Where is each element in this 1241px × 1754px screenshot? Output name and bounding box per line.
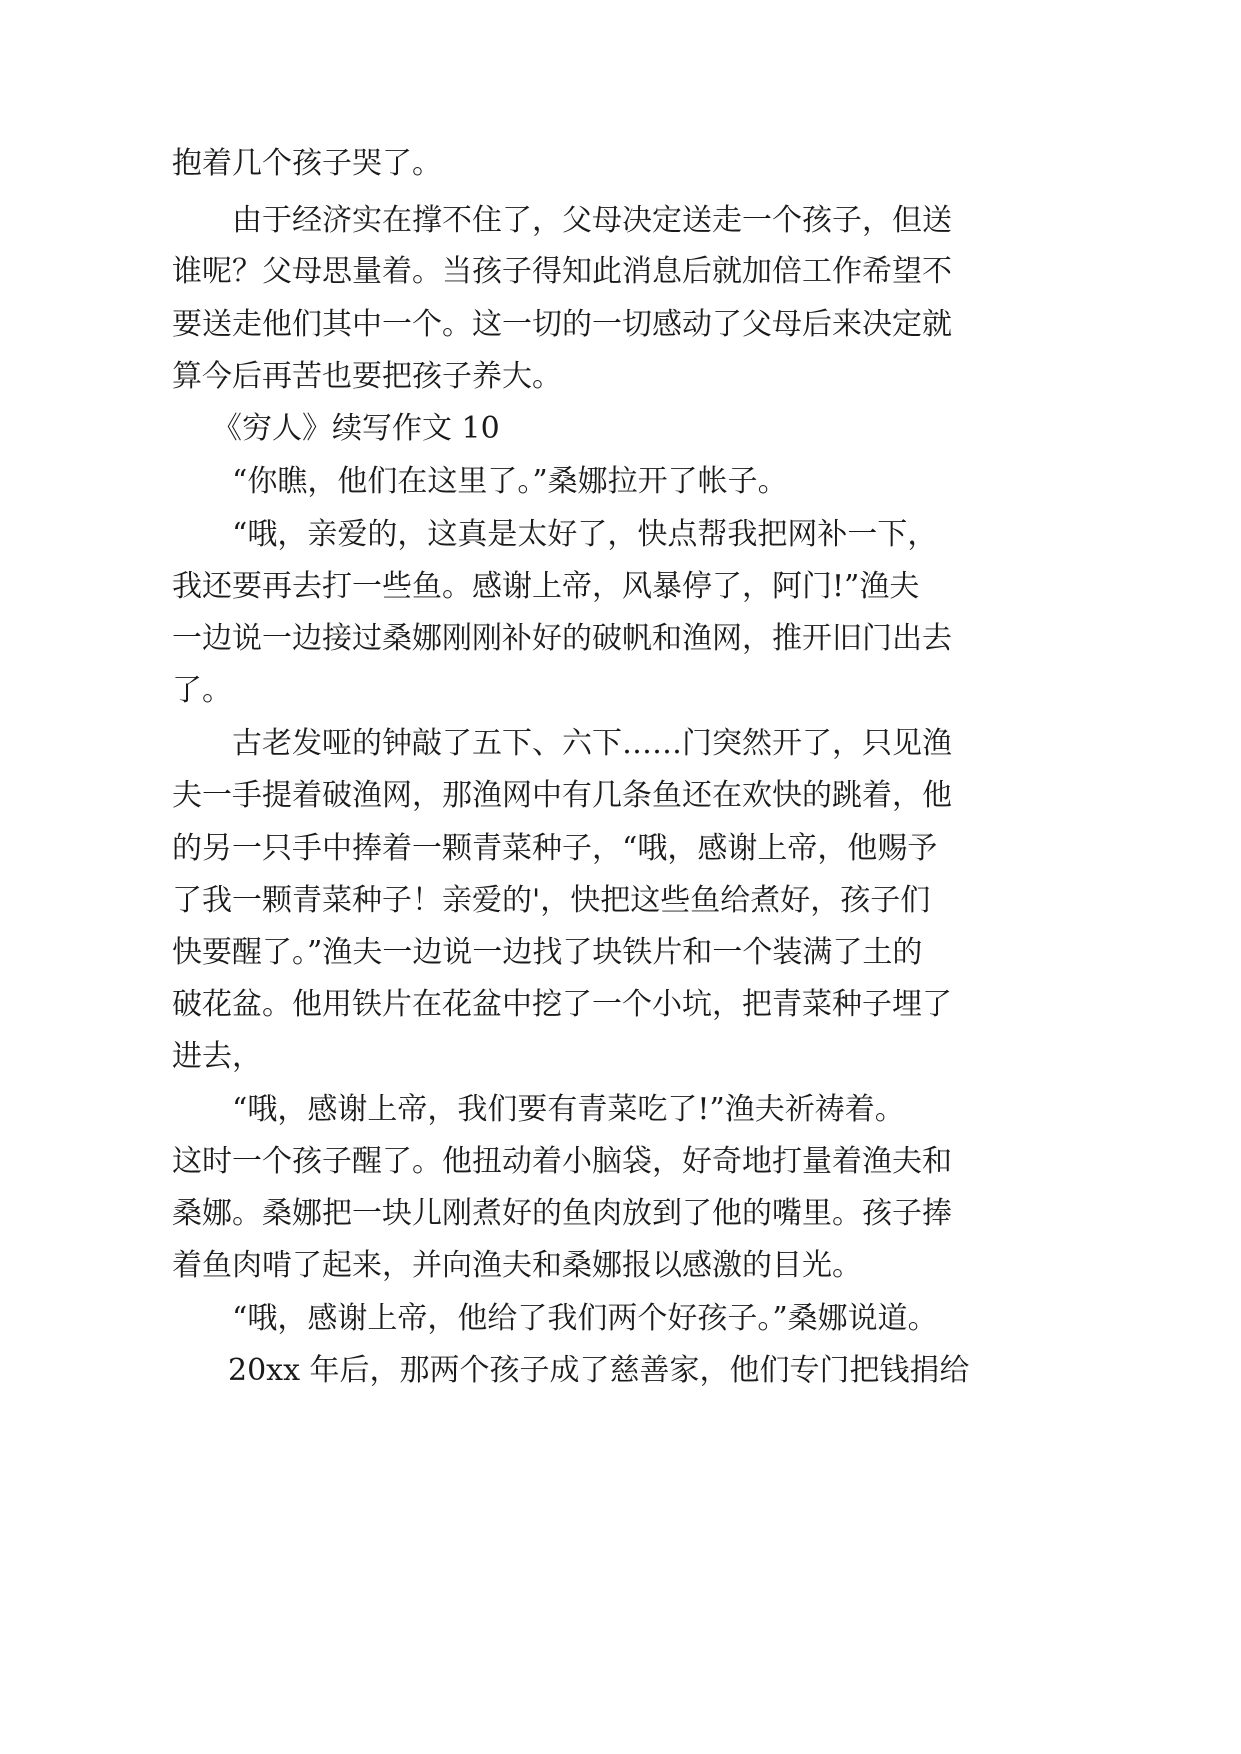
section-heading: [0, 407, 1241, 451]
text-line: [0, 1192, 1241, 1236]
text-line-content: 进去，: [172, 1039, 262, 1074]
text-line-content: “哦，亲爱的，这真是太好了，快点帮我把网补一下，: [232, 517, 938, 552]
text-line: [0, 1244, 1241, 1288]
text-line-content: “哦，感谢上帝，他给了我们两个好孩子。”桑娜说道。: [232, 1301, 938, 1336]
text-line: [0, 199, 1241, 243]
text-line: [0, 1140, 1241, 1184]
text-line: [0, 669, 1241, 713]
text-line-content: 的另一只手中捧着一颗青菜种子，“哦，感谢上帝，他赐予: [172, 831, 938, 866]
text-line: [0, 303, 1241, 347]
text-line-content: 破花盆。他用铁片在花盆中挖了一个小坑，把青菜种子埋了: [172, 987, 952, 1022]
text-line-content: 夫一手提着破渔网，那渔网中有几条鱼还在欢快的跳着，他: [172, 778, 952, 813]
text-line-content: 我还要再去打一些鱼。感谢上帝，风暴停了，阿门!”渔夫: [172, 569, 920, 604]
text-line-content: 着鱼肉啃了起来，并向渔夫和桑娜报以感激的目光。: [172, 1248, 862, 1283]
text-line-content: 桑娜。桑娜把一块儿刚煮好的鱼肉放到了他的嘴里。孩子捧: [172, 1196, 952, 1231]
text-line-content: 谁呢？父母思量着。当孩子得知此消息后就加倍工作希望不: [172, 254, 952, 289]
text-line: [0, 722, 1241, 766]
text-line-content: 快要醒了。”渔夫一边说一边找了块铁片和一个装满了土的: [172, 935, 923, 970]
text-line: [0, 460, 1241, 504]
text-line: [0, 617, 1241, 661]
text-line: [0, 931, 1241, 975]
text-line-content: 一边说一边接过桑娜刚刚补好的破帆和渔网，推开旧门出去: [172, 621, 952, 656]
text-line-content: 这时一个孩子醒了。他扭动着小脑袋，好奇地打量着渔夫和: [172, 1144, 952, 1179]
text-line-content: 抱着几个孩子哭了。: [172, 146, 442, 181]
text-line-content: 古老发哑的钟敲了五下、六下……门突然开了，只见渔: [232, 726, 952, 761]
text-line: [0, 250, 1241, 294]
text-line: [0, 1297, 1241, 1341]
text-line: [0, 1088, 1241, 1132]
text-line-content: 算今后再苦也要把孩子养大。: [172, 359, 562, 394]
text-line-content: 由于经济实在撑不住了，父母决定送走一个孩子，但送: [232, 203, 952, 238]
text-line: [0, 1035, 1241, 1079]
text-line: [0, 142, 1241, 186]
text-line-content: 了。: [172, 673, 232, 708]
text-line: [0, 513, 1241, 557]
text-line: [0, 565, 1241, 609]
text-line: [0, 827, 1241, 871]
text-line: [0, 774, 1241, 818]
text-line-content: 要送走他们其中一个。这一切的一切感动了父母后来决定就: [172, 307, 952, 342]
text-line: [0, 1349, 1241, 1393]
text-line: [0, 355, 1241, 399]
text-line-content: “哦，感谢上帝，我们要有青菜吃了!”渔夫祈祷着。: [232, 1092, 905, 1127]
text-line-content: “你瞧，他们在这里了。”桑娜拉开了帐子。: [232, 464, 788, 499]
text-line: [0, 879, 1241, 923]
text-line-content: 20xx 年后，那两个孩子成了慈善家，他们专门把钱捐给: [228, 1353, 970, 1388]
text-line: [0, 983, 1241, 1027]
text-line-content: 了我一颗青菜种子！亲爱的'，快把这些鱼给煮好，孩子们: [172, 883, 931, 918]
section-heading-text: 《穷人》续写作文 10: [212, 411, 500, 446]
